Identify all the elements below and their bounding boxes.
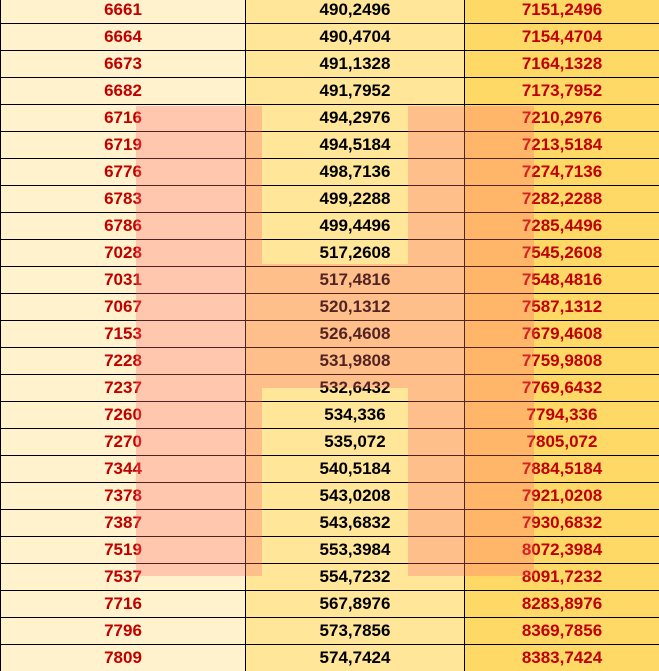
cell-col-1[interactable]: 7031 bbox=[1, 267, 246, 294]
cell-col-2[interactable]: 520,1312 bbox=[246, 294, 465, 321]
cell-col-1[interactable]: 7067 bbox=[1, 294, 246, 321]
cell-col-2[interactable]: 491,7952 bbox=[246, 78, 465, 105]
cell-col-2[interactable]: 540,5184 bbox=[246, 456, 465, 483]
cell-col-1[interactable]: 7716 bbox=[1, 591, 246, 618]
table-row bbox=[1, 645, 659, 671]
cell-col-3[interactable]: 8091,7232 bbox=[465, 564, 659, 591]
table-row bbox=[1, 510, 659, 537]
cell-col-1[interactable]: 7237 bbox=[1, 375, 246, 402]
cell-col-3[interactable]: 8072,3984 bbox=[465, 537, 659, 564]
cell-col-2[interactable]: 532,6432 bbox=[246, 375, 465, 402]
table-row bbox=[1, 564, 659, 591]
cell-col-2[interactable]: 543,6832 bbox=[246, 510, 465, 537]
cell-col-3[interactable]: 7587,1312 bbox=[465, 294, 659, 321]
cell-col-3[interactable]: 7282,2288 bbox=[465, 186, 659, 213]
table-row bbox=[1, 186, 659, 213]
cell-col-2[interactable]: 491,1328 bbox=[246, 51, 465, 78]
cell-col-2[interactable]: 499,4496 bbox=[246, 213, 465, 240]
cell-col-3[interactable]: 7545,2608 bbox=[465, 240, 659, 267]
cell-col-1[interactable]: 7796 bbox=[1, 618, 246, 645]
cell-col-2[interactable]: 543,0208 bbox=[246, 483, 465, 510]
table-row bbox=[1, 240, 659, 267]
cell-col-3[interactable]: 7285,4496 bbox=[465, 213, 659, 240]
cell-col-3[interactable]: 7164,1328 bbox=[465, 51, 659, 78]
cell-col-3[interactable]: 8369,7856 bbox=[465, 618, 659, 645]
table-row bbox=[1, 24, 659, 51]
table-row bbox=[1, 321, 659, 348]
cell-col-1[interactable]: 7260 bbox=[1, 402, 246, 429]
cell-col-2[interactable]: 498,7136 bbox=[246, 159, 465, 186]
cell-col-1[interactable]: 7519 bbox=[1, 537, 246, 564]
cell-col-1[interactable]: 7809 bbox=[1, 645, 246, 671]
cell-col-3[interactable]: 7759,9808 bbox=[465, 348, 659, 375]
cell-col-3[interactable]: 7210,2976 bbox=[465, 105, 659, 132]
cell-col-1[interactable]: 6682 bbox=[1, 78, 246, 105]
table-row bbox=[1, 348, 659, 375]
cell-col-2[interactable]: 567,8976 bbox=[246, 591, 465, 618]
table-row bbox=[1, 537, 659, 564]
cell-col-1[interactable]: 6673 bbox=[1, 51, 246, 78]
cell-col-1[interactable]: 7028 bbox=[1, 240, 246, 267]
cell-col-1[interactable]: 6716 bbox=[1, 105, 246, 132]
cell-col-1[interactable]: 6719 bbox=[1, 132, 246, 159]
cell-col-1[interactable]: 6661 bbox=[1, 0, 246, 24]
cell-col-1[interactable]: 6776 bbox=[1, 159, 246, 186]
cell-col-1[interactable]: 6786 bbox=[1, 213, 246, 240]
table-body bbox=[1, 0, 659, 671]
cell-col-3[interactable]: 7679,4608 bbox=[465, 321, 659, 348]
cell-col-2[interactable]: 531,9808 bbox=[246, 348, 465, 375]
cell-col-1[interactable]: 6664 bbox=[1, 24, 246, 51]
table-row bbox=[1, 267, 659, 294]
cell-col-3[interactable]: 7921,0208 bbox=[465, 483, 659, 510]
cell-col-3[interactable]: 7213,5184 bbox=[465, 132, 659, 159]
cell-col-2[interactable]: 490,4704 bbox=[246, 24, 465, 51]
table-row bbox=[1, 51, 659, 78]
table-row bbox=[1, 618, 659, 645]
cell-col-2[interactable]: 490,2496 bbox=[246, 0, 465, 24]
cell-col-3[interactable]: 7154,4704 bbox=[465, 24, 659, 51]
cell-col-2[interactable]: 494,2976 bbox=[246, 105, 465, 132]
table-row bbox=[1, 429, 659, 456]
table-row bbox=[1, 213, 659, 240]
cell-col-3[interactable]: 7884,5184 bbox=[465, 456, 659, 483]
cell-col-3[interactable]: 7794,336 bbox=[465, 402, 659, 429]
cell-col-3[interactable]: 8383,7424 bbox=[465, 645, 659, 671]
cell-col-2[interactable]: 553,3984 bbox=[246, 537, 465, 564]
cell-col-2[interactable]: 573,7856 bbox=[246, 618, 465, 645]
table-row bbox=[1, 591, 659, 618]
cell-col-1[interactable]: 7153 bbox=[1, 321, 246, 348]
table-row bbox=[1, 132, 659, 159]
cell-col-1[interactable]: 7378 bbox=[1, 483, 246, 510]
cell-col-2[interactable]: 517,2608 bbox=[246, 240, 465, 267]
table-row bbox=[1, 159, 659, 186]
cell-col-2[interactable]: 534,336 bbox=[246, 402, 465, 429]
cell-col-1[interactable]: 7387 bbox=[1, 510, 246, 537]
cell-col-3[interactable]: 7769,6432 bbox=[465, 375, 659, 402]
cell-col-1[interactable]: 6783 bbox=[1, 186, 246, 213]
cell-col-2[interactable]: 517,4816 bbox=[246, 267, 465, 294]
cell-col-3[interactable]: 7548,4816 bbox=[465, 267, 659, 294]
cell-col-3[interactable]: 8283,8976 bbox=[465, 591, 659, 618]
cell-col-3[interactable]: 7805,072 bbox=[465, 429, 659, 456]
table-row bbox=[1, 105, 659, 132]
cell-col-1[interactable]: 7537 bbox=[1, 564, 246, 591]
cell-col-2[interactable]: 554,7232 bbox=[246, 564, 465, 591]
table-row bbox=[1, 78, 659, 105]
table-row bbox=[1, 483, 659, 510]
cell-col-1[interactable]: 7228 bbox=[1, 348, 246, 375]
cell-col-2[interactable]: 535,072 bbox=[246, 429, 465, 456]
table-row bbox=[1, 402, 659, 429]
table-row bbox=[1, 0, 659, 24]
cell-col-1[interactable]: 7270 bbox=[1, 429, 246, 456]
cell-col-3[interactable]: 7930,6832 bbox=[465, 510, 659, 537]
cell-col-3[interactable]: 7173,7952 bbox=[465, 78, 659, 105]
cell-col-2[interactable]: 499,2288 bbox=[246, 186, 465, 213]
cell-col-3[interactable]: 7274,7136 bbox=[465, 159, 659, 186]
cell-col-1[interactable]: 7344 bbox=[1, 456, 246, 483]
cell-col-3[interactable]: 7151,2496 bbox=[465, 0, 659, 24]
table-row bbox=[1, 294, 659, 321]
table-row bbox=[1, 456, 659, 483]
table-row bbox=[1, 375, 659, 402]
cell-col-2[interactable]: 494,5184 bbox=[246, 132, 465, 159]
cell-col-2[interactable]: 574,7424 bbox=[246, 645, 465, 671]
cell-col-2[interactable]: 526,4608 bbox=[246, 321, 465, 348]
